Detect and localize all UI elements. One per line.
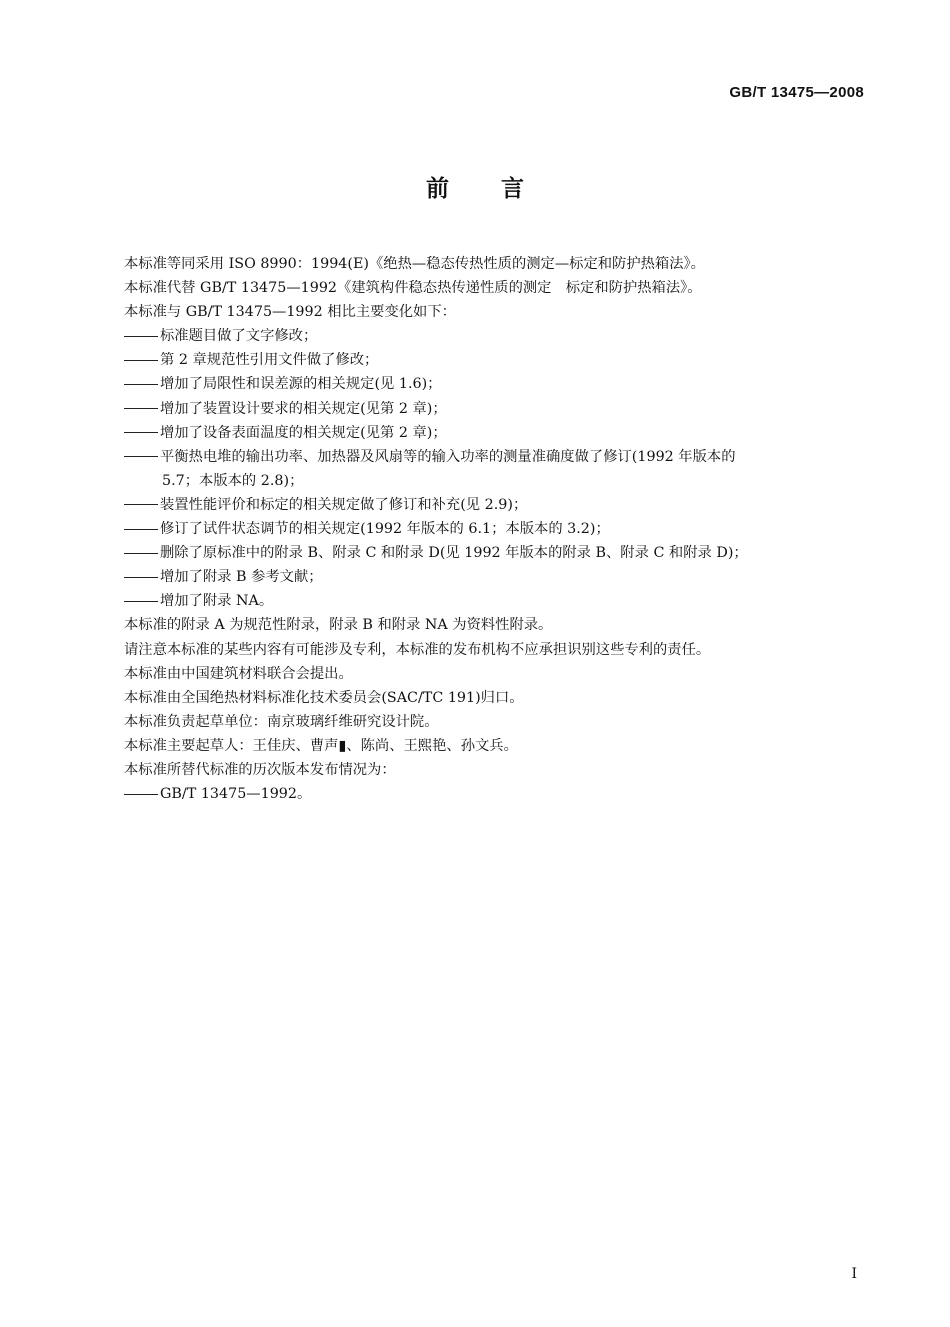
- change-item: [124, 324, 869, 348]
- page-title: 前言: [426, 176, 576, 202]
- change-text: 修订了试件状态调节的相关规定(1992 年版本的 6.1；本版本的 3.2)；: [160, 521, 610, 538]
- dash-mark: [124, 432, 158, 433]
- change-text: 第 2 章规范性引用文件做了修改；: [160, 352, 379, 369]
- paragraph: 本标准负责起草单位：南京玻璃纤维研究设计院。: [124, 713, 439, 730]
- paragraph: 本标准主要起草人：王佳庆、曹声▮、陈尚、王熙艳、孙文兵。: [124, 737, 518, 754]
- dash-mark: [124, 529, 158, 530]
- paragraph: 本标准与 GB/T 13475—1992 相比主要变化如下：: [124, 304, 456, 321]
- change-text: 增加了附录 B 参考文献；: [160, 569, 323, 586]
- paragraph: 本标准由中国建筑材料联合会提出。: [124, 665, 353, 682]
- dash-mark: [124, 408, 158, 409]
- paragraph: 本标准的附录 A 为规范性附录，附录 B 和附录 NA 为资料性附录。: [124, 617, 553, 634]
- change-text: 装置性能评价和标定的相关规定做了修订和补充(见 2.9)；: [160, 496, 528, 513]
- change-text: 增加了装置设计要求的相关规定(见第 2 章)；: [160, 400, 447, 417]
- paragraph: 本标准代替 GB/T 13475—1992《建筑构件稳态热传递性质的测定 标定和防护热箱法》。: [124, 280, 702, 297]
- change-item: [124, 348, 869, 372]
- change-item: [124, 517, 869, 541]
- paragraph: 本标准等同采用 ISO 8990：1994(E)《绝热—稳态传热性质的测定—标定和防护热箱法》。: [124, 256, 705, 272]
- standard-number: GB/T 13475—2008: [729, 84, 864, 101]
- change-item: [124, 565, 869, 589]
- change-text: 增加了设备表面温度的相关规定(见第 2 章)；: [160, 424, 447, 441]
- dash-mark: [124, 456, 158, 457]
- change-item: [124, 372, 869, 396]
- paragraph: 本标准由全国绝热材料标准化技术委员会(SAC/TC 191)归口。: [124, 689, 524, 706]
- history-text: GB/T 13475—1992。: [160, 786, 312, 803]
- dash-mark: [124, 336, 158, 337]
- change-text: 删除了原标准中的附录 B、附录 C 和附录 D(见 1992 年版本的附录 B、附录 C 和附录 D)；: [160, 545, 748, 562]
- dash-mark: [124, 384, 158, 385]
- history-item: [124, 782, 869, 806]
- change-text: 增加了附录 NA。: [160, 593, 274, 610]
- paragraph: 请注意本标准的某些内容有可能涉及专利，本标准的发布机构不应承担识别这些专利的责任。: [124, 641, 711, 658]
- change-item: [124, 541, 869, 565]
- change-text: 标准题目做了文字修改；: [160, 328, 318, 345]
- foreword-body: [124, 252, 869, 806]
- dash-mark: [124, 601, 158, 602]
- change-item: [124, 589, 869, 613]
- dash-mark: [124, 794, 158, 795]
- change-item: [124, 445, 869, 469]
- paragraph: 本标准所替代标准的历次版本发布情况为：: [124, 761, 396, 778]
- dash-mark: [124, 577, 158, 578]
- change-item: [124, 397, 869, 421]
- change-item: [124, 421, 869, 445]
- page-number: I: [851, 1266, 857, 1282]
- dash-mark: [124, 504, 158, 505]
- change-text: 增加了局限性和误差源的相关规定(见 1.6)；: [160, 376, 442, 393]
- dash-mark: [124, 360, 158, 361]
- dash-mark: [124, 553, 158, 554]
- change-item-continuation: 5.7；本版本的 2.8)；: [162, 472, 304, 489]
- change-text: 平衡热电堆的输出功率、加热器及风扇等的输入功率的测量准确度做了修订(1992 年版本的: [160, 448, 736, 465]
- change-item: [124, 493, 869, 517]
